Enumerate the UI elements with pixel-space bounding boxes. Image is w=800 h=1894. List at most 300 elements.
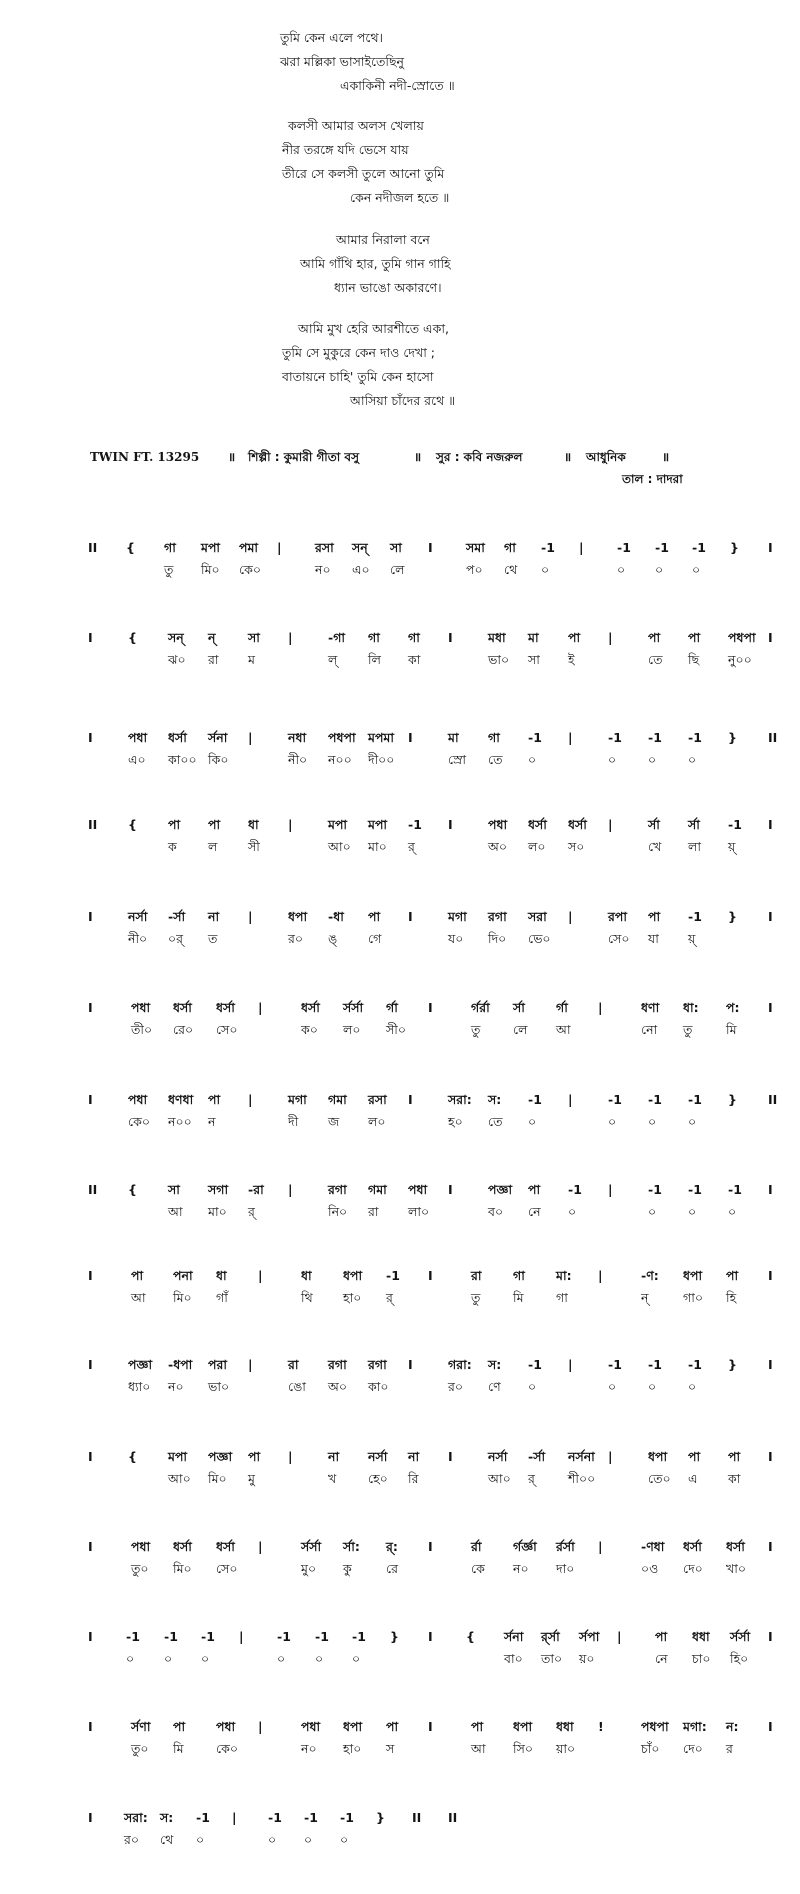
swara-cell: ধণা [641,1000,660,1015]
swara-line [88,1266,778,1286]
syllable-cell: ০ [340,1832,349,1847]
swara-cell: নর্সা [488,1449,508,1464]
swara-cell: পধপা [328,730,356,745]
swara-cell: I [448,1182,453,1197]
swara-cell: পধা [128,1092,148,1107]
syllable-cell: খা০ [726,1561,746,1576]
syllable-cell: তে০ [648,1471,671,1486]
swara-cell: II [768,730,778,745]
swara-cell: { [128,1449,137,1464]
swara-cell: পমা [239,540,259,555]
syllable-cell: ০ [541,562,550,577]
swara-cell: I [448,817,453,832]
swara-cell: নর্সনা [568,1449,595,1464]
swara-cell: | [568,730,573,745]
swara-cell: র্সণা [131,1719,151,1734]
lyric-syllable-line [88,837,778,857]
syllable-cell: ০ [648,1114,657,1129]
syllable-cell: সা [528,652,540,667]
syllable-cell: ন০ [315,562,331,577]
swara-cell: I [408,909,413,924]
swara-cell: প: [726,1000,740,1015]
swara-cell: গমা [368,1182,387,1197]
syllable-cell: সে০ [216,1022,238,1037]
swara-cell: I [768,630,773,645]
syllable-cell: হে০ [368,1471,388,1486]
swara-cell: { [128,630,137,645]
syllable-cell: রা [208,652,219,667]
lyric-line: আমি মুখ হেরি আরশীতে একা, [298,321,449,336]
syllable-cell: চা০ [692,1651,711,1666]
syllable-cell: লি [368,652,381,667]
syllable-cell: ০ [268,1832,277,1847]
syllable-cell: তু [164,562,174,577]
swara-line [88,1808,778,1828]
syllable-cell: মা০ [368,839,387,854]
syllable-cell: এ০ [352,562,370,577]
swara-cell: ধপা [648,1449,668,1464]
syllable-cell: র্ [528,1471,535,1486]
syllable-cell: স০ [568,839,585,854]
syllable-cell: নে [655,1651,668,1666]
syllable-cell: লা [688,839,701,854]
swara-cell: র্সনা [208,730,228,745]
syllable-cell: র্ [248,1204,255,1219]
swara-cell: I [408,1092,413,1107]
syllable-cell: ০ [196,1832,205,1847]
swara-cell: মগা [448,909,467,924]
swara-cell: ধর্সা [216,1539,235,1554]
swara-cell: রসা [368,1092,387,1107]
swara-cell: সরা: [124,1810,148,1825]
swara-cell: র্সা [688,817,700,832]
swara-cell: I [448,630,453,645]
swara-cell: মগা: [683,1719,707,1734]
swara-cell: -1 [196,1810,210,1825]
swara-cell: I [88,730,93,745]
syllable-cell: আ [168,1204,183,1219]
syllable-cell: সী০ [386,1022,406,1037]
swara-cell: -1 [688,909,702,924]
swara-cell: র্গর্জ্ঞা [513,1539,537,1554]
swara-cell: গা [408,630,420,645]
swara-cell: I [428,1000,433,1015]
syllable-cell: র০ [448,1379,464,1394]
swara-cell: পা [648,909,661,924]
swara-cell: রা [288,1357,299,1372]
syllable-cell: ল০ [368,1114,386,1129]
swara-cell: র্: [386,1539,398,1554]
swara-cell: মপমা [368,730,394,745]
syllable-cell: অ০ [488,839,507,854]
swara-cell: | [568,909,573,924]
swara-cell: II [412,1810,422,1825]
lyric-line: তুমি সে মুকুরে কেন দাও দেখা ; [282,345,436,360]
syllable-cell: হি০ [730,1651,749,1666]
swara-line [88,1447,778,1467]
syllable-cell: নি০ [328,1204,348,1219]
swara-cell: না [208,909,220,924]
swara-cell: I [88,630,93,645]
swara-cell: স: [160,1810,174,1825]
swara-cell: -ধা [328,909,344,924]
swara-cell: পধপা [728,630,756,645]
syllable-cell: ছি [688,652,700,667]
syllable-cell: মি০ [201,562,220,577]
syllable-cell: তু [471,1290,481,1305]
syllable-cell: আ০ [328,839,351,854]
syllable-cell: মি [726,1022,737,1037]
swara-cell: পা [173,1719,186,1734]
swara-cell: পজ্ঞা [208,1449,233,1464]
syllable-cell: ০ [528,1114,537,1129]
syllable-cell: ০ [528,752,537,767]
lyric-syllable-line [88,560,778,580]
swara-cell: -1 [340,1810,354,1825]
swara-cell: | [288,1182,293,1197]
notation-row [88,815,788,855]
syllable-cell: তে [488,752,503,767]
syllable-cell: খ [328,1471,337,1486]
swara-cell: { [128,1182,137,1197]
syllable-cell: সে০ [608,931,630,946]
swara-cell: -1 [688,1092,702,1107]
swara-cell: -1 [528,1357,542,1372]
swara-line [88,998,778,1018]
swara-cell: র্রর্সা [556,1539,575,1554]
swara-cell: I [768,909,773,924]
syllable-cell: ল০ [528,839,546,854]
swara-cell: র্গা [386,1000,398,1015]
syllable-cell: গে [368,931,382,946]
swara-cell: পধা [408,1182,428,1197]
swara-cell: { [126,540,135,555]
swara-line [88,1537,778,1557]
swara-cell: -গা [328,630,346,645]
swara-cell: র্র্সা [541,1629,560,1644]
swara-cell: | [248,730,253,745]
swara-cell: I [768,1629,773,1644]
syllable-cell: দা০ [556,1561,575,1576]
notation-row [88,538,788,578]
swara-cell: ধা [216,1268,227,1283]
swara-cell: | [258,1268,263,1283]
swara-cell: | [608,1449,613,1464]
syllable-cell: মু০ [301,1561,317,1576]
swara-cell: -1 [528,730,542,745]
syllable-cell: য়০ [579,1651,595,1666]
swara-cell: স: [488,1092,502,1107]
swara-cell: I [88,1357,93,1372]
syllable-cell: ল [208,839,218,854]
syllable-cell: চাঁ০ [641,1741,660,1756]
swara-cell: I [408,1357,413,1372]
swara-cell: | [568,1092,573,1107]
notation-row [88,907,788,947]
syllable-cell: ধ্যা০ [128,1379,151,1394]
swara-cell: সরা: [448,1092,472,1107]
swara-cell: ধধা [556,1719,574,1734]
swara-cell: সমা [466,540,485,555]
syllable-cell: ন০০ [328,752,352,767]
swara-line [88,1180,778,1200]
notation-row [88,1090,788,1130]
syllable-cell: ০ [277,1651,286,1666]
syllable-cell: রা [368,1204,379,1219]
syllable-cell: আ [471,1741,486,1756]
swara-cell: সগা [208,1182,229,1197]
syllable-cell: থে [160,1832,174,1847]
swara-cell: I [768,1539,773,1554]
swara-cell: ধর্সা [528,817,547,832]
syllable-cell: ণে [488,1379,501,1394]
swara-cell: পধা [128,730,148,745]
lyric-line: বাতায়নে চাহি' তুমি কেন হাসো [282,369,434,384]
syllable-cell: ০ [201,1651,210,1666]
swara-cell: সা [390,540,402,555]
swara-cell: I [768,817,773,832]
swara-cell: I [88,1719,93,1734]
syllable-cell: র্ [408,839,415,854]
notation-row [88,1627,788,1667]
swara-cell: ধা [301,1268,312,1283]
swara-cell: | [598,1000,603,1015]
syllable-cell: দী [288,1114,299,1129]
notation-row [88,1717,788,1757]
swara-cell: না [328,1449,340,1464]
syllable-cell: মি [173,1741,184,1756]
lyric-line: ঝরা মল্লিকা ভাসাইতেছিনু [280,54,405,69]
swara-cell: না [408,1449,420,1464]
syllable-cell: খে [648,839,662,854]
swara-cell: মধা [488,630,506,645]
swara-cell: মপা [201,540,221,555]
swara-cell: } [728,909,737,924]
swara-cell: I [408,730,413,745]
swara-cell: রা [471,1268,482,1283]
lyric-syllable-line [88,1559,778,1579]
syllable-cell: বা০ [504,1651,523,1666]
swara-cell: পা [688,1449,701,1464]
syllable-cell: ০ [688,1379,697,1394]
swara-cell: -1 [688,1357,702,1372]
swara-cell: I [88,1629,93,1644]
syllable-cell: ০র্ [168,931,184,946]
syllable-cell: ০ [728,1204,737,1219]
swara-cell: ধর্সা [301,1000,320,1015]
notation-row [88,728,788,768]
swara-cell: ধা: [683,1000,699,1015]
swara-cell: -1 [608,730,622,745]
swara-cell: ধর্সা [216,1000,235,1015]
swara-cell: র্সনা [504,1629,524,1644]
composer-credit: সুর : কবি নজরুল [436,450,523,464]
swara-cell: | [248,1092,253,1107]
swara-cell: রগা [488,909,507,924]
swara-cell: -1 [648,1092,662,1107]
swara-cell: | [598,1539,603,1554]
syllable-cell: ০ [315,1651,324,1666]
swara-cell: -1 [617,540,631,555]
swara-cell: গা [504,540,516,555]
swara-line [88,1090,778,1110]
swara-cell: র্সর্সা [343,1000,364,1015]
syllable-cell: রি [408,1471,419,1486]
swara-cell: { [128,817,137,832]
syllable-cell: ০ [568,1204,577,1219]
swara-cell: ধর্সা [173,1000,192,1015]
swara-cell: { [466,1629,475,1644]
swara-cell: পা [208,817,221,832]
swara-cell: | [288,817,293,832]
syllable-cell: ০ [617,562,626,577]
syllable-cell: ০ [648,752,657,767]
swara-cell: র্গা [556,1000,568,1015]
swara-cell: I [88,1000,93,1015]
syllable-cell: শী০০ [568,1471,596,1486]
swara-cell: গা [488,730,500,745]
swara-cell: I [88,1092,93,1107]
swara-cell: -1 [648,1357,662,1372]
syllable-cell: সে০ [216,1561,238,1576]
syllable-cell: লে [390,562,405,577]
syllable-cell: কা [408,652,421,667]
syllable-cell: রে [386,1561,398,1576]
lyric-syllable-line [88,1739,778,1759]
swara-line [88,1717,778,1737]
swara-cell: -1 [201,1629,215,1644]
swara-cell: মা [528,630,539,645]
syllable-cell: ০ [608,752,617,767]
swara-cell: II [88,540,98,555]
swara-cell: -1 [688,1182,702,1197]
swara-cell: | [288,630,293,645]
swara-cell: ধধা [692,1629,710,1644]
swara-cell: মপা [328,817,348,832]
swara-line [88,815,778,835]
lyric-syllable-line [88,1377,778,1397]
swara-cell: I [428,540,433,555]
swara-line [88,1355,778,1375]
separator: ॥ [564,450,572,464]
swara-cell: ! [598,1719,604,1734]
swara-cell: গা [164,540,176,555]
swara-cell: -1 [688,730,702,745]
swara-cell: ধপা [683,1268,703,1283]
swara-cell: গা [368,630,380,645]
swara-cell: -1 [728,817,742,832]
syllable-cell: তু০ [131,1561,149,1576]
syllable-cell: ভে০ [528,931,551,946]
swara-cell: -1 [648,1182,662,1197]
syllable-cell: র [726,1741,733,1756]
swara-cell: -1 [728,1182,742,1197]
swara-cell: -1 [164,1629,178,1644]
swara-cell: II [88,1182,98,1197]
syllable-cell: স্রো [448,752,466,767]
swara-cell: I [448,1449,453,1464]
separator: ॥ [662,450,670,464]
lyric-line: নীর তরঙ্গে যদি ভেসে যায় [282,142,409,157]
swara-cell: পা [688,630,701,645]
syllable-cell: তু০ [131,1741,149,1756]
syllable-cell: ন০ [168,1379,184,1394]
swara-cell: পনা [173,1268,193,1283]
syllable-cell: মি০ [208,1471,227,1486]
lyric-syllable-line [88,650,778,670]
swara-cell: | [579,540,584,555]
syllable-cell: ০ও [641,1561,659,1576]
swara-cell: -1 [568,1182,582,1197]
lyric-line: কলসী আমার অলস খেলায় [288,118,424,133]
syllable-cell: ল্ [328,652,338,667]
syllable-cell: দে০ [683,1561,703,1576]
swara-cell: -1 [608,1092,622,1107]
syllable-cell: অ০ [328,1379,347,1394]
swara-cell: | [232,1810,237,1825]
swara-cell: র্সা [513,1000,525,1015]
swara-cell: ধর্সা [568,817,587,832]
swara-cell: -1 [277,1629,291,1644]
syllable-cell: হ০ [448,1114,463,1129]
swara-cell: -1 [655,540,669,555]
swara-cell: রগা [328,1182,347,1197]
syllable-cell: ০ [352,1651,361,1666]
syllable-cell: ভা০ [488,652,510,667]
syllable-cell: র্ [386,1290,393,1305]
swara-cell: রগা [328,1357,347,1372]
swara-cell: পধা [301,1719,321,1734]
swara-cell: নর্সা [128,909,148,924]
swara-cell: -1 [408,817,422,832]
syllable-cell: মি [513,1290,524,1305]
swara-cell: পধা [131,1000,151,1015]
syllable-cell: মি০ [173,1561,192,1576]
swara-cell: সা [168,1182,180,1197]
tala-label: তাল : দাদরা [622,472,683,486]
swara-line [88,538,778,558]
syllable-cell: তে [648,652,663,667]
swara-cell: -ণ: [641,1268,659,1283]
separator: ॥ [414,450,422,464]
syllable-cell: তা০ [541,1651,563,1666]
swara-cell: -1 [126,1629,140,1644]
notation-row [88,1447,788,1487]
syllable-cell: ম [248,652,255,667]
swara-cell: সরা [528,909,547,924]
swara-cell: -র্সা [528,1449,546,1464]
notation-row [88,1180,788,1220]
swara-cell: -ণধা [641,1539,665,1554]
swara-cell: স: [488,1357,502,1372]
lyric-line: আমি গাঁথি হার, তুমি গান গাহি [300,256,451,271]
syllable-cell: থে [504,562,518,577]
swara-cell: } [376,1810,385,1825]
swara-cell: | [608,1182,613,1197]
lyric-line: তুমি কেন এলে পথে। [280,30,384,45]
syllable-cell: ০ [688,1204,697,1219]
swara-cell: I [768,1357,773,1372]
swara-cell: পা [386,1719,399,1734]
swara-cell: } [728,1357,737,1372]
swara-cell: -র্সা [168,909,186,924]
notation-row [88,1355,788,1395]
swara-line [88,628,778,648]
swara-cell: ধপা [343,1268,363,1283]
lyric-syllable-line [88,1649,778,1669]
syllable-cell: ০ [164,1651,173,1666]
swara-line [88,728,778,748]
